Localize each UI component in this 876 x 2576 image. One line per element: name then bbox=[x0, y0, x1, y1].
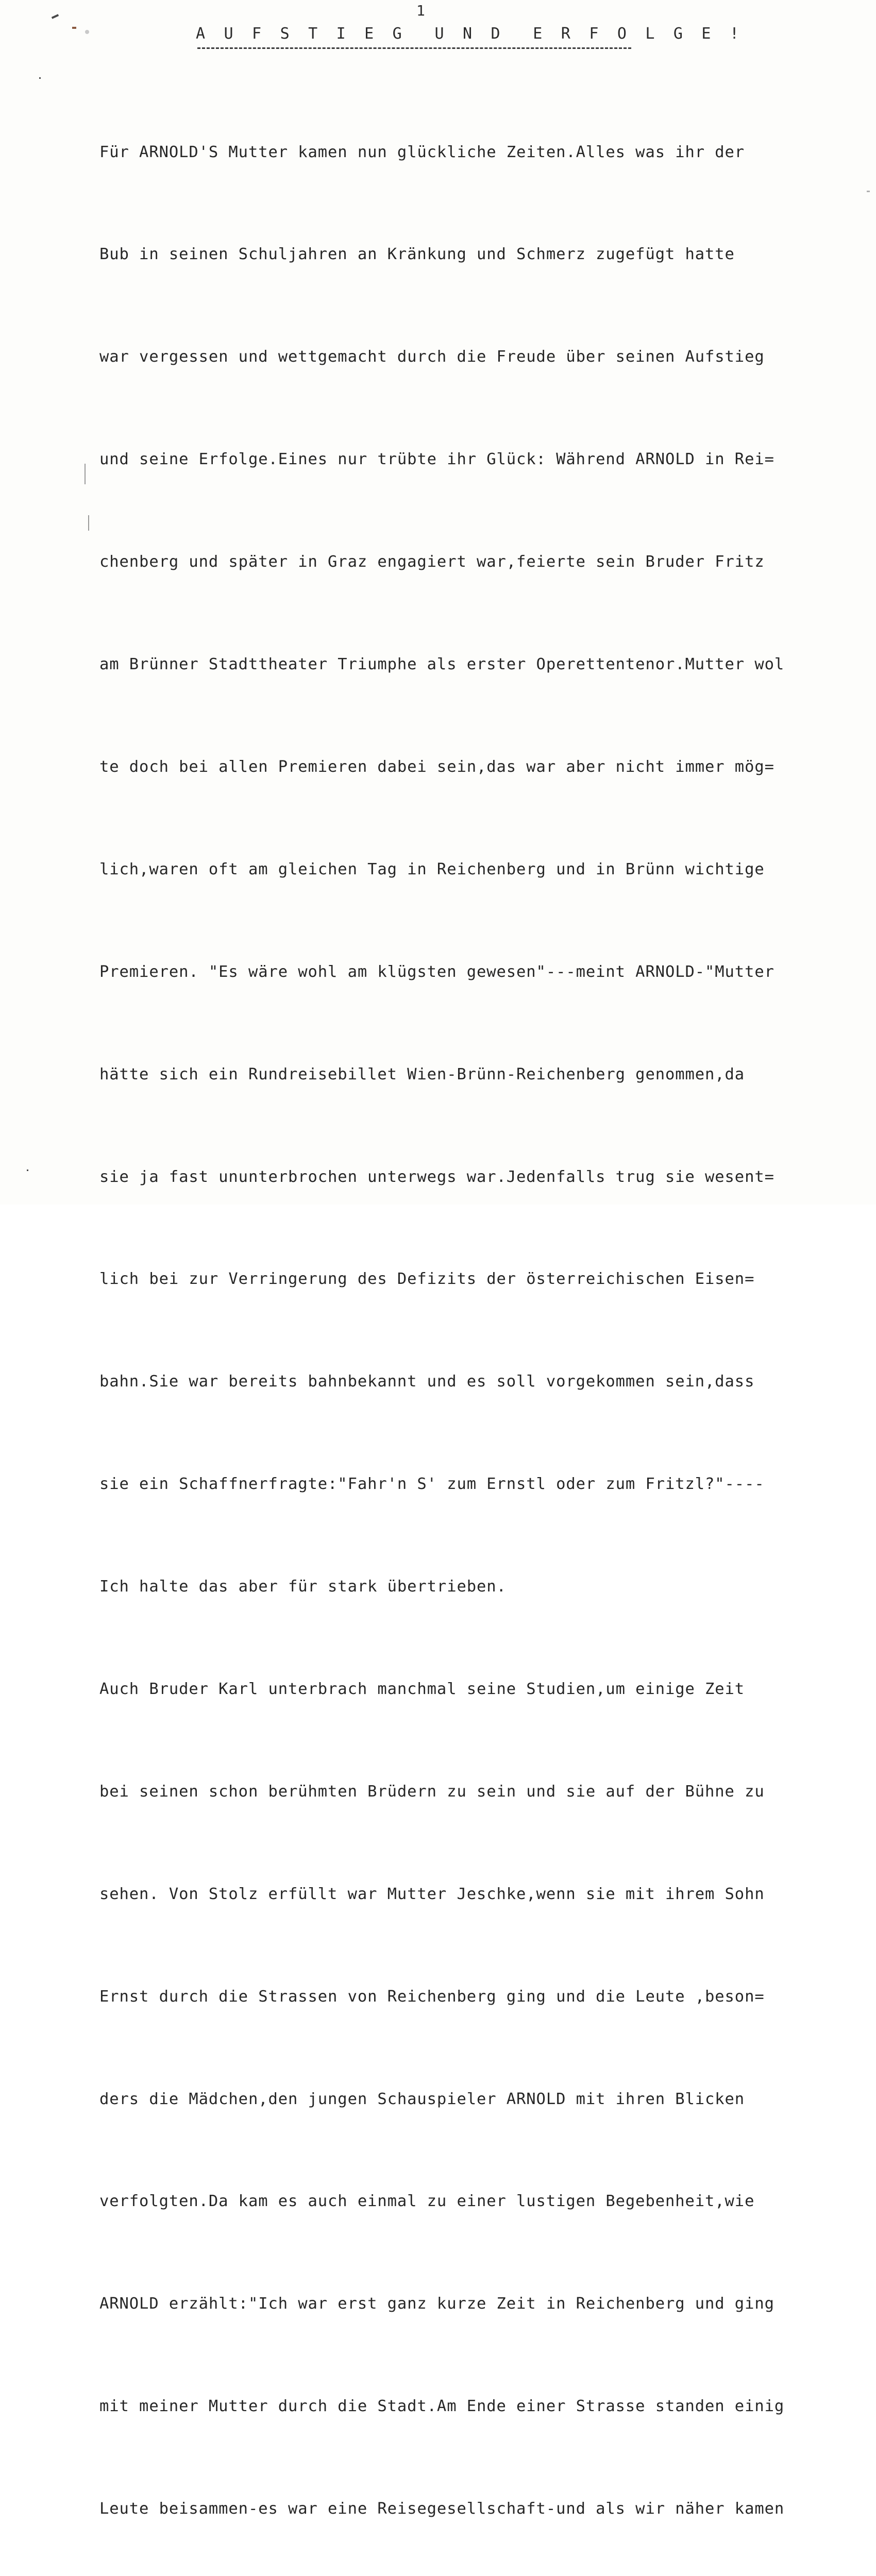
text-line: sehen. Von Stolz erfüllt war Mutter Jeschke,wenn sie mit ihrem Sohn bbox=[99, 1885, 765, 1903]
ink-speck bbox=[72, 27, 76, 29]
ink-speck bbox=[27, 1170, 28, 1171]
text-line: sie ein Schaffnerfragte:"Fahr'n S' zum Ernstl oder zum Fritzl?"---- bbox=[99, 1475, 765, 1494]
text-line: sie ja fast ununterbrochen unterwegs war.Jedenfalls trug sie wesent= bbox=[99, 1167, 774, 1186]
text-line: ARNOLD erzählt:"Ich war erst ganz kurze Zeit in Reichenberg und ging bbox=[99, 2295, 774, 2313]
text-line: Bub in seinen Schuljahren an Kränkung und Schmerz zugefügt hatte bbox=[99, 245, 735, 264]
ink-speck bbox=[88, 515, 89, 531]
text-line: Auch Bruder Karl unterbrach manchmal seine Studien,um einige Zeit bbox=[99, 1680, 745, 1698]
text-line: am Brünner Stadttheater Triumphe als erster Operettentenor.Mutter wol bbox=[99, 655, 785, 674]
page-number: 1 bbox=[416, 2, 425, 19]
ink-speck bbox=[39, 77, 41, 79]
text-line: bahn.Sie war bereits bahnbekannt und es soll vorgekommen sein,dass bbox=[99, 1372, 755, 1391]
ink-speck bbox=[85, 30, 89, 34]
body-text bbox=[99, 67, 784, 2576]
ink-speck bbox=[85, 464, 86, 484]
text-line: Für ARNOLD'S Mutter kamen nun glückliche Zeiten.Alles was ihr der bbox=[99, 143, 745, 161]
text-line: Leute beisammen-es war eine Reisegesellschaft-und als wir näher kamen bbox=[99, 2500, 785, 2518]
text-line: verfolgten.Da kam es auch einmal zu einer lustigen Begebenheit,wie bbox=[99, 2192, 755, 2211]
ink-speck bbox=[52, 14, 59, 19]
text-line: Premieren. "Es wäre wohl am klügsten gewesen"---meint ARNOLD-"Mutter bbox=[99, 962, 774, 981]
ink-speck bbox=[867, 191, 870, 192]
text-line: chenberg und später in Graz engagiert war,feierte sein Bruder Fritz bbox=[99, 553, 765, 571]
page-title: A U F S T I E G U N D E R F O L G E ! bbox=[196, 25, 744, 43]
text-line: hätte sich ein Rundreisebillet Wien-Brünn-Reichenberg genommen,da bbox=[99, 1065, 745, 1083]
text-line: war vergessen und wettgemacht durch die Freude über seinen Aufstieg bbox=[99, 348, 765, 366]
title-underline bbox=[197, 47, 631, 49]
text-line: lich,waren oft am gleichen Tag in Reichenberg und in Brünn wichtige bbox=[99, 860, 765, 878]
text-line: bei seinen schon berühmten Brüdern zu sein und sie auf der Bühne zu bbox=[99, 1782, 765, 1801]
text-line: mit meiner Mutter durch die Stadt.Am Ende einer Strasse standen einig bbox=[99, 2397, 785, 2416]
text-line: und seine Erfolge.Eines nur trübte ihr Glück: Während ARNOLD in Rei= bbox=[99, 450, 774, 469]
text-line: ders die Mädchen,den jungen Schauspieler ARNOLD mit ihren Blicken bbox=[99, 2090, 745, 2108]
text-line: te doch bei allen Premieren dabei sein,das war aber nicht immer mög= bbox=[99, 757, 774, 776]
text-line: Ich halte das aber für stark übertrieben. bbox=[99, 1578, 507, 1596]
text-line: lich bei zur Verringerung des Defizits der österreichischen Eisen= bbox=[99, 1270, 755, 1289]
text-line: Ernst durch die Strassen von Reichenberg ging und die Leute ,beson= bbox=[99, 1987, 765, 2006]
